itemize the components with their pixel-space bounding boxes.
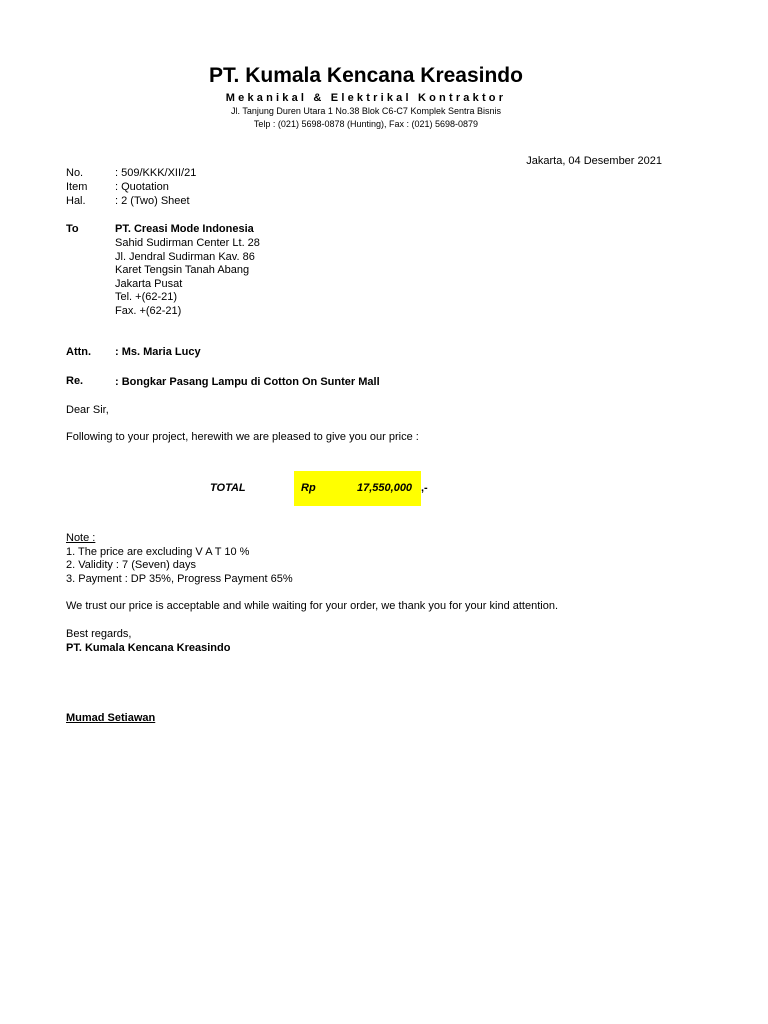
company-title: PT. Kumala Kencana Kreasindo bbox=[209, 64, 523, 87]
note-item: 3. Payment : DP 35%, Progress Payment 65% bbox=[66, 573, 293, 585]
recipient-line: Sahid Sudirman Center Lt. 28 bbox=[115, 237, 260, 249]
recipient-line: Jakarta Pusat bbox=[115, 278, 183, 290]
regards: Best regards, bbox=[66, 628, 132, 640]
total-suffix: ,- bbox=[421, 482, 428, 494]
recipient-line: Tel. +(62-21) bbox=[115, 291, 178, 303]
total-label: TOTAL bbox=[210, 482, 246, 494]
signatory-name: Mumad Setiawan bbox=[66, 712, 156, 724]
recipient-line: Karet Tengsin Tanah Abang bbox=[115, 264, 250, 276]
recipient-line: Jl. Jendral Sudirman Kav. 86 bbox=[115, 251, 255, 263]
signoff-company: PT. Kumala Kencana Kreasindo bbox=[66, 642, 231, 654]
total-amount: 17,550,000 bbox=[357, 482, 413, 494]
recipient-name: PT. Creasi Mode Indonesia bbox=[115, 223, 254, 235]
re-label: Re. bbox=[66, 375, 84, 387]
total-currency: Rp bbox=[301, 482, 316, 494]
attn-value: : Ms. Maria Lucy bbox=[115, 346, 201, 358]
meta-label-hal: Hal. bbox=[66, 195, 86, 207]
re-value: : Bongkar Pasang Lampu di Cotton On Sunter Mall bbox=[115, 376, 380, 388]
company-tagline: Mekanikal & Elektrikal Kontraktor bbox=[225, 92, 507, 104]
meta-value-item: : Quotation bbox=[115, 181, 169, 193]
greeting: Dear Sir, bbox=[66, 404, 109, 416]
meta-label-number: No. bbox=[66, 167, 84, 179]
meta-label-item: Item bbox=[66, 181, 88, 193]
company-address: Jl. Tanjung Duren Utara 1 No.38 Blok C6-C7 Komplek Sentra Bisnis bbox=[231, 106, 501, 116]
notes-heading: Note : bbox=[66, 532, 96, 544]
meta-value-hal: : 2 (Two) Sheet bbox=[115, 195, 190, 207]
intro-text: Following to your project, herewith we are pleased to give you our price : bbox=[66, 431, 419, 443]
recipient-line: Fax. +(62-21) bbox=[115, 305, 182, 317]
recipient-label: To bbox=[66, 223, 79, 235]
company-phone: Telp : (021) 5698-0878 (Hunting), Fax : (021) 5698-0879 bbox=[253, 119, 479, 129]
attn-label: Attn. bbox=[66, 346, 92, 358]
letter-date: Jakarta, 04 Desember 2021 bbox=[526, 155, 662, 167]
note-item: 2. Validity : 7 (Seven) days bbox=[66, 559, 197, 571]
closing-text: We trust our price is acceptable and while waiting for your order, we thank you for your kind attention. bbox=[66, 600, 558, 612]
meta-value-number: : 509/KKK/XII/21 bbox=[115, 167, 197, 179]
note-item: 1. The price are excluding V A T 10 % bbox=[66, 546, 250, 558]
